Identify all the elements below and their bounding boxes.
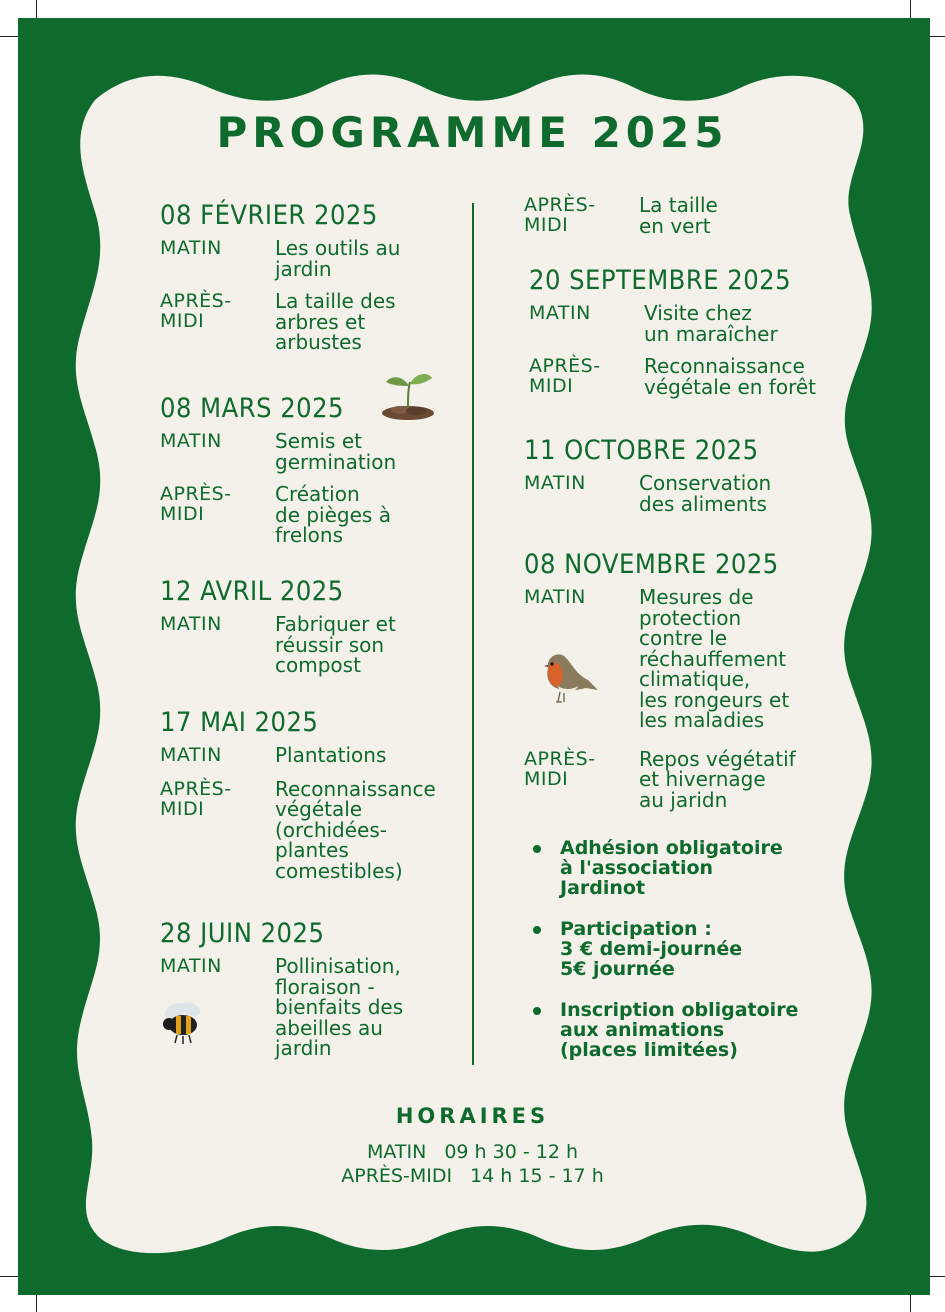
seedling-icon: [380, 366, 436, 422]
session-activity: Reconnaissance végétale (orchidées- plantes comestibles): [275, 776, 436, 883]
month-date: 08 MARS 2025: [160, 393, 345, 424]
month-block: [160, 576, 396, 676]
horaires-title: HORAIRES: [395, 1104, 550, 1128]
session-time: MATIN: [529, 302, 591, 324]
session-row: [160, 776, 436, 883]
month-date: 20 SEPTEMBRE 2025: [529, 265, 792, 296]
month-date: 12 AVRIL 2025: [160, 576, 344, 607]
month-date: 11 OCTOBRE 2025: [524, 435, 759, 466]
session-row: [160, 614, 396, 676]
session-time: APRÈS- MIDI: [160, 483, 232, 525]
robin-icon: [536, 648, 600, 708]
session-time: MATIN: [160, 237, 222, 259]
session-time: MATIN: [160, 955, 222, 977]
session-activity: Fabriquer et réussir son compost: [275, 612, 396, 677]
month-block: [529, 265, 816, 397]
horaires-morning-time: 09 h 30 - 12 h: [444, 1141, 578, 1163]
session-activity: Reconnaissance végétale en forêt: [644, 354, 817, 399]
session-time: APRÈS- MIDI: [524, 747, 596, 790]
session-activity: Plantations: [275, 743, 387, 767]
horaires-afternoon: [0, 1165, 945, 1187]
session-time: APRÈS- MIDI: [529, 355, 601, 397]
session-activity: Visite chez un maraîcher: [644, 301, 778, 346]
session-time: MATIN: [160, 430, 222, 452]
session-row: [524, 473, 771, 514]
note-item: Participation : 3 € demi-journée 5€ journée: [530, 919, 830, 979]
month-date: 28 JUIN 2025: [160, 918, 325, 949]
column-divider: [472, 203, 474, 1065]
session-row: [160, 291, 400, 353]
session-row: [160, 238, 400, 279]
month-block: [160, 393, 396, 546]
note-item: Adhésion obligatoire à l'association Jardinot: [530, 838, 830, 898]
session-row: [160, 484, 396, 546]
session-row: [160, 431, 396, 472]
note-item: Inscription obligatoire aux animations (places limitées): [530, 1000, 830, 1060]
session-activity: Pollinisation, floraison - bienfaits des abeilles au jardin: [275, 954, 404, 1060]
session-row: [524, 746, 796, 812]
session-time: APRÈS- MIDI: [160, 777, 232, 820]
month-block: [524, 435, 771, 514]
session-activity: Création de pièges à frelons: [275, 482, 391, 547]
page-title: PROGRAMME 2025: [216, 108, 729, 157]
session-activity: Repos végétatif et hivernage au jaridn: [639, 746, 796, 812]
session-activity: Les outils au jardin: [275, 236, 401, 281]
session-row: [529, 356, 816, 397]
session-time: APRÈS- MIDI: [160, 290, 232, 332]
session-time: MATIN: [524, 472, 586, 494]
horaires-morning: [0, 1141, 945, 1163]
session-time: MATIN: [160, 613, 222, 635]
bee-icon: [155, 993, 211, 1049]
month-date: 08 NOVEMBRE 2025: [524, 549, 779, 580]
session-time: MATIN: [524, 586, 586, 608]
notes-list: [530, 838, 830, 1081]
horaires-afternoon-time: 14 h 15 - 17 h: [470, 1165, 604, 1187]
month-date: 17 MAI 2025: [160, 707, 319, 738]
session-activity: Conservation des aliments: [639, 471, 772, 516]
session-row: [160, 745, 436, 766]
session-activity: La taille des arbres et arbustes: [275, 289, 396, 354]
month-block: [160, 200, 400, 353]
month-block: [160, 707, 436, 881]
session-time: APRÈS- MIDI: [524, 194, 596, 236]
session-activity: Mesures de protection contre le réchauffement climatique, les rongeurs et les maladies: [639, 585, 790, 732]
session-row: [524, 195, 718, 236]
session-activity: La taille en vert: [639, 193, 718, 238]
carryover-session: [524, 195, 718, 236]
horaires-afternoon-label: APRÈS-MIDI: [341, 1165, 453, 1187]
session-activity: Semis et germination: [275, 429, 397, 474]
horaires-morning-label: MATIN: [366, 1141, 427, 1163]
session-row: [529, 303, 816, 344]
session-time: MATIN: [160, 744, 222, 766]
month-date: 08 FÉVRIER 2025: [160, 200, 378, 231]
